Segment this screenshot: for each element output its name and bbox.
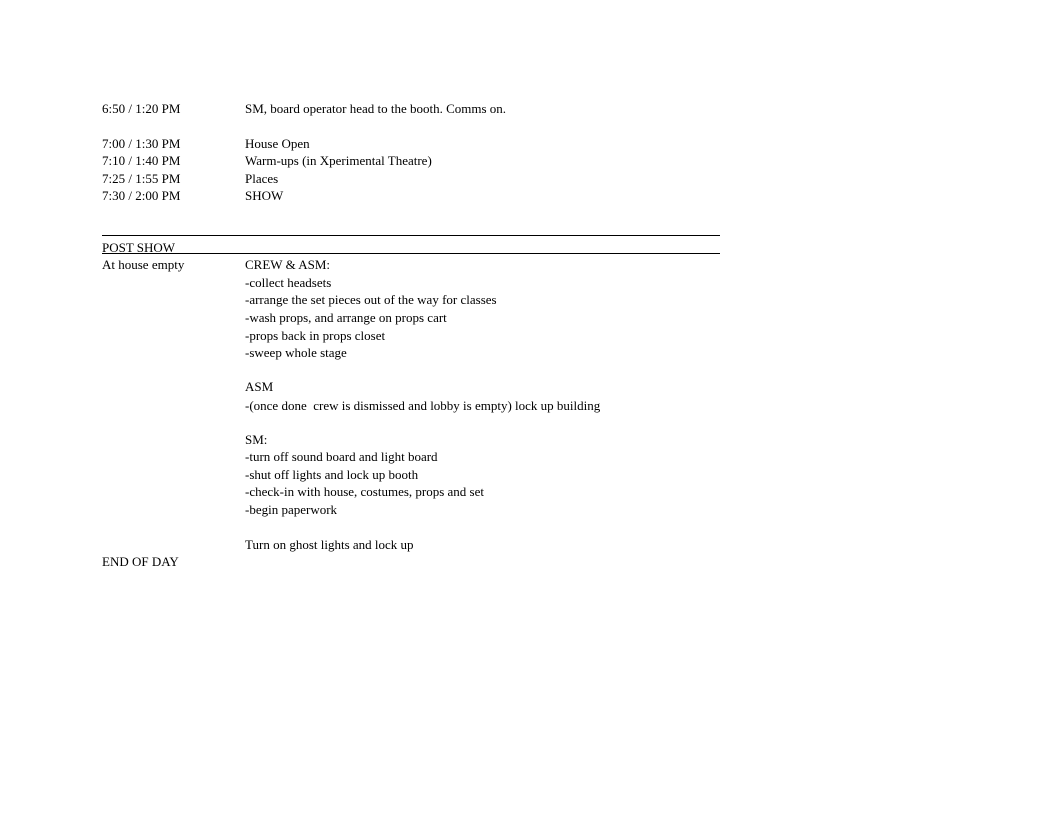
sm-item: -turn off sound board and light board xyxy=(245,449,438,464)
schedule-time: 7:25 / 1:55 PM xyxy=(102,171,181,186)
crew-asm-heading: CREW & ASM: xyxy=(245,257,331,272)
crew-asm-item: -props back in props closet xyxy=(245,328,386,343)
schedule-task: Places xyxy=(245,171,279,186)
schedule-task: SM, board operator head to the booth. Comms on. xyxy=(245,101,507,116)
crew-asm-item: -collect headsets xyxy=(245,275,332,290)
post-show-heading: POST SHOW xyxy=(102,240,176,255)
schedule-time: 7:10 / 1:40 PM xyxy=(102,153,181,168)
asm-heading: ASM xyxy=(245,379,274,394)
sm-item: -shut off lights and lock up booth xyxy=(245,467,419,482)
crew-asm-item: -arrange the set pieces out of the way for classes xyxy=(245,292,497,307)
asm-item: -(once done crew is dismissed and lobby is empty) lock up building xyxy=(245,398,601,413)
schedule-time: 6:50 / 1:20 PM xyxy=(102,101,181,116)
schedule-time: 7:00 / 1:30 PM xyxy=(102,136,181,151)
closing-task: Turn on ghost lights and lock up xyxy=(245,537,414,552)
crew-asm-item: -wash props, and arrange on props cart xyxy=(245,310,447,325)
sm-heading: SM: xyxy=(245,432,268,447)
sm-item: -check-in with house, costumes, props and set xyxy=(245,484,485,499)
sm-item: -begin paperwork xyxy=(245,502,338,517)
schedule-task: House Open xyxy=(245,136,310,151)
schedule-task: SHOW xyxy=(245,188,284,203)
end-of-day-label: END OF DAY xyxy=(102,554,179,569)
post-show-trigger: At house empty xyxy=(102,257,185,272)
schedule-task: Warm-ups (in Xperimental Theatre) xyxy=(245,153,432,168)
schedule-time: 7:30 / 2:00 PM xyxy=(102,188,181,203)
section-divider-bottom xyxy=(102,253,720,254)
section-divider-top xyxy=(102,235,720,236)
crew-asm-item: -sweep whole stage xyxy=(245,345,347,360)
